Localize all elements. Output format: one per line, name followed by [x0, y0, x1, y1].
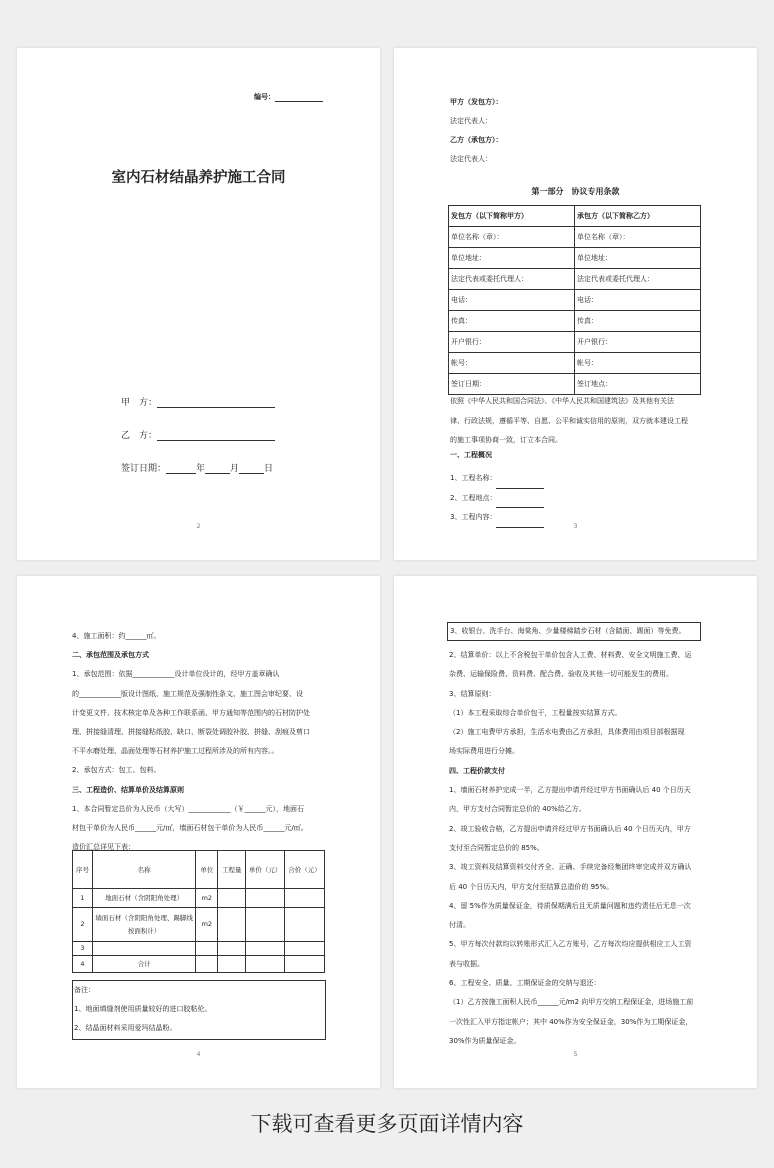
price-summary-table — [72, 850, 325, 973]
table-cell — [246, 889, 285, 908]
column-header: 单价（元） — [246, 851, 285, 889]
party-a-cell: 法定代表或委托代理人： — [449, 269, 575, 290]
table-cell — [218, 889, 246, 908]
table-cell — [218, 908, 246, 942]
paragraph-line: 2、结算单价：以上不含税包干单价包含人工费、材料费、安全文明施工费、运 — [449, 651, 692, 659]
table-cell: 地面石材（含阴阳角处理） — [92, 889, 195, 908]
paragraph-line: 1、本合同暂定总价为人民币（大写）____________（￥______元），地面石 — [72, 804, 304, 813]
column-header: 工程量 — [218, 851, 246, 889]
page-number: 2 — [196, 523, 201, 530]
notes-box — [72, 980, 326, 1040]
party-a-cell: 传真： — [449, 311, 575, 332]
party-a-rep: 法定代表人： — [450, 117, 492, 125]
party-table-row — [449, 248, 701, 269]
table-cell — [285, 956, 325, 973]
party-a-cell: 单位地址： — [449, 248, 575, 269]
note-line: 1、地面填缝剂使用质量较好的进口胶粘伦。 — [74, 1005, 212, 1013]
blank-line — [496, 481, 544, 489]
paragraph-line: 付清。 — [449, 921, 470, 930]
paragraph-line: 2、竣工验收合格，乙方提出申请并经过甲方书面确认后 40 个日历天内，甲方 — [449, 824, 691, 833]
blank-line — [239, 464, 264, 474]
scope-and-price-text — [72, 627, 310, 857]
month-label: 月 — [230, 464, 240, 474]
party-a-cell: 签订日期： — [449, 374, 575, 395]
sign-date-field — [121, 461, 273, 474]
table-cell — [196, 956, 218, 973]
payment-terms-text — [449, 646, 693, 1051]
party-b-cell: 法定代表或委托代理人： — [575, 269, 701, 290]
paragraph-line: 后 40 个日历天内，甲方支付至结算总造价的 95%。 — [449, 882, 614, 891]
party-a-label: 甲 方： — [121, 398, 158, 408]
table-cell: 2 — [73, 908, 93, 942]
paragraph-line: 3、结算原则： — [449, 689, 496, 698]
contract-number-field — [254, 93, 323, 102]
blank-line — [157, 431, 275, 441]
column-header: 序号 — [73, 851, 93, 889]
table-cell — [285, 908, 325, 942]
table-cell: 4 — [73, 956, 93, 973]
party-b-field — [121, 428, 275, 441]
page-number: 5 — [573, 1051, 578, 1058]
paragraph-line: 表与收据。 — [449, 959, 484, 968]
column-header: 合价（元） — [285, 851, 325, 889]
party-b-cell: 承包方（以下简称乙方） — [575, 206, 701, 227]
table-cell: m2 — [196, 908, 218, 942]
party-b-label: 乙 方： — [121, 431, 158, 441]
paragraph-line: 5、甲方每次付款均以转账形式汇入乙方账号，乙方每次均应提供相应工人工资 — [449, 940, 692, 949]
section-heading: 二、承包范围及承包方式 — [72, 651, 149, 660]
blank-line — [496, 500, 544, 508]
table-cell — [218, 942, 246, 956]
item-label: 1、工程名称： — [450, 474, 497, 482]
contract-page-cover — [17, 48, 380, 560]
paragraph-line: （2）施工电费甲方承担，生活水电费由乙方承担，具体费用由项目部根据现 — [449, 728, 685, 737]
paragraph-line: 4、施工面积：约______㎡。 — [72, 632, 161, 640]
paragraph-line: 内，甲方支付合同暂定总价的 40%给乙方。 — [449, 805, 586, 814]
contract-title: 室内石材结晶养护施工合同 — [111, 169, 286, 186]
paragraph-line: 理、拼接缝清理、拼接缝粘纸胶、缺口、断裂处调胶补胶、拼缝、刮痕及剪口 — [72, 728, 310, 737]
contract-page-4 — [394, 576, 757, 1088]
section-heading: 三、工程造价、结算单价及结算原则 — [72, 785, 184, 794]
party-b-cell: 帐号： — [575, 353, 701, 374]
party-a-cell: 单位名称（章）： — [449, 227, 575, 248]
party-b-cell: 电话： — [575, 290, 701, 311]
paragraph-line: 律、行政法规，遵循平等、自愿、公平和诚实信用的原则，双方就本建设工程 — [450, 416, 688, 425]
contract-page-3 — [17, 576, 380, 1088]
list-item — [450, 469, 544, 489]
party-b-cell: 传真： — [575, 311, 701, 332]
table-row — [73, 889, 325, 908]
page-number: 3 — [573, 523, 578, 530]
party-a-cell: 电话： — [449, 290, 575, 311]
free-items-box: 3、收银台、洗手台、海棠角、少量楼梯踏步石材（含踏面、踢面）等免费。 — [447, 622, 701, 641]
paragraph-line: 30%作为质量保证金。 — [449, 1036, 521, 1045]
blank-line — [275, 94, 323, 102]
party-info-table — [448, 205, 701, 395]
column-header: 单位 — [196, 851, 218, 889]
table-cell: 3 — [73, 942, 93, 956]
party-table-row — [449, 332, 701, 353]
table-cell — [246, 908, 285, 942]
contract-page-2 — [394, 48, 757, 560]
paragraph-line: 4、留 5%作为质量保证金，待质保期满后且无质量问题和违约责任后无息一次 — [449, 901, 691, 910]
paragraph-line: 3、竣工资料及结算资料交付齐全、正确、手续完备经集团终审完成并双方确认 — [449, 863, 692, 872]
download-more-footer[interactable]: 下载可查看更多页面详情内容 — [250, 1112, 524, 1136]
party-a-cell: 开户银行： — [449, 332, 575, 353]
blank-line — [166, 464, 196, 474]
paragraph-line: 2、承包方式：包工、包料。 — [72, 766, 161, 775]
table-row — [73, 942, 325, 956]
party-b-cell: 签订地点： — [575, 374, 701, 395]
party-table-row — [449, 311, 701, 332]
party-a-cell: 发包方（以下简称甲方） — [449, 206, 575, 227]
paragraph-line: 造价汇总详见下表： — [72, 843, 135, 852]
blank-line — [157, 398, 275, 408]
table-cell — [196, 942, 218, 956]
paragraph-line: 计变更文件、技术核定单及各种工作联系函、甲方通知等范围内的石材防护处 — [72, 708, 310, 717]
party-b-cell: 单位名称（章）： — [575, 227, 701, 248]
contract-number-label: 编号： — [254, 93, 275, 101]
note-line: 2、结晶面材料采用爱玛结晶粉。 — [74, 1024, 177, 1032]
sign-date-label: 签订日期： — [121, 464, 167, 474]
paragraph-line: 1、墙面石材养护完成一半，乙方提出申请并经过甲方书面确认后 40 个日历天 — [449, 786, 691, 795]
party-table-row — [449, 227, 701, 248]
table-cell — [285, 942, 325, 956]
party-a-field — [121, 395, 275, 408]
paragraph-line: 支付至合同暂定总价的 85%。 — [449, 843, 544, 852]
table-cell: 墙面石材（含阴阳角处理、踢脚线按面积计） — [92, 908, 195, 942]
preamble-paragraph — [450, 392, 688, 451]
table-cell: 合计 — [92, 956, 195, 973]
table-cell — [218, 956, 246, 973]
page-number: 4 — [196, 1051, 201, 1058]
table-cell — [246, 942, 285, 956]
notes-heading: 备注： — [74, 986, 95, 994]
price-table-header — [73, 851, 325, 889]
table-cell: 1 — [73, 889, 93, 908]
party-b-cell: 单位地址： — [575, 248, 701, 269]
party-table-row — [449, 290, 701, 311]
overview-list — [450, 469, 544, 528]
table-cell — [285, 889, 325, 908]
party-a-cell: 帐号： — [449, 353, 575, 374]
paragraph-line: 的____________版设计图纸、施工规范及强制性条文、施工图会审纪要、设 — [72, 689, 303, 698]
party-table-row — [449, 269, 701, 290]
blank-line — [205, 464, 230, 474]
paragraph-line: 1、承包范围：依据____________设计单位设计的，经甲方盖章确认 — [72, 670, 280, 679]
day-label: 日 — [264, 464, 274, 474]
overview-heading: 一、工程概况 — [450, 451, 492, 459]
party-b-heading: 乙方（承包方）： — [450, 136, 503, 144]
paragraph-line: 场实际费用进行分摊。 — [449, 747, 519, 756]
paragraph-line: （1）本工程采取综合单价包干，工程量按实结算方式。 — [449, 708, 622, 717]
paragraph-line: 杂费、运输保险费、资料费、配合费、验收及其他一切可能发生的费用。 — [449, 670, 673, 679]
paragraph-line: 材包干单价为人民币______元/㎡，墙面石材包干单价为人民币______元/㎡。 — [72, 824, 308, 833]
party-a-heading: 甲方（发包方）： — [450, 98, 503, 106]
party-table-row — [449, 353, 701, 374]
table-cell — [92, 942, 195, 956]
table-cell: m2 — [196, 889, 218, 908]
party-b-cell: 开户银行： — [575, 332, 701, 353]
paragraph-line: 6、工程安全、质量、工期保证金的交纳与退还： — [449, 979, 601, 988]
paragraph-line: 的施工事项协商一致，订立本合同。 — [450, 436, 562, 444]
table-row — [73, 956, 325, 973]
paragraph-line: 依照《中华人民共和国合同法》、《中华人民共和国建筑法》及其他有关法 — [450, 397, 674, 405]
section-title: 第一部分 协议专用条款 — [531, 187, 620, 196]
table-cell — [246, 956, 285, 973]
column-header: 名称 — [92, 851, 195, 889]
item-label: 2、工程地点： — [450, 493, 497, 502]
party-table-row — [449, 206, 701, 227]
year-label: 年 — [196, 464, 206, 474]
party-b-rep: 法定代表人： — [450, 155, 492, 163]
table-row — [73, 908, 325, 942]
paragraph-line: 不平水磨处理、晶面处理等石材养护施工过程所涉及的所有内容。。 — [72, 747, 279, 756]
list-item — [450, 489, 544, 509]
paragraph-line: 一次性汇入甲方指定帐户；其中 40%作为安全保证金，30%作为工期保证金， — [449, 1017, 693, 1026]
section-heading: 四、工程价款支付 — [449, 766, 505, 775]
paragraph-line: （1）乙方按施工面积人民币______元/m2 向甲方交纳工程保证金，进场施工前 — [449, 998, 694, 1007]
item-label: 3、工程内容： — [450, 513, 497, 521]
